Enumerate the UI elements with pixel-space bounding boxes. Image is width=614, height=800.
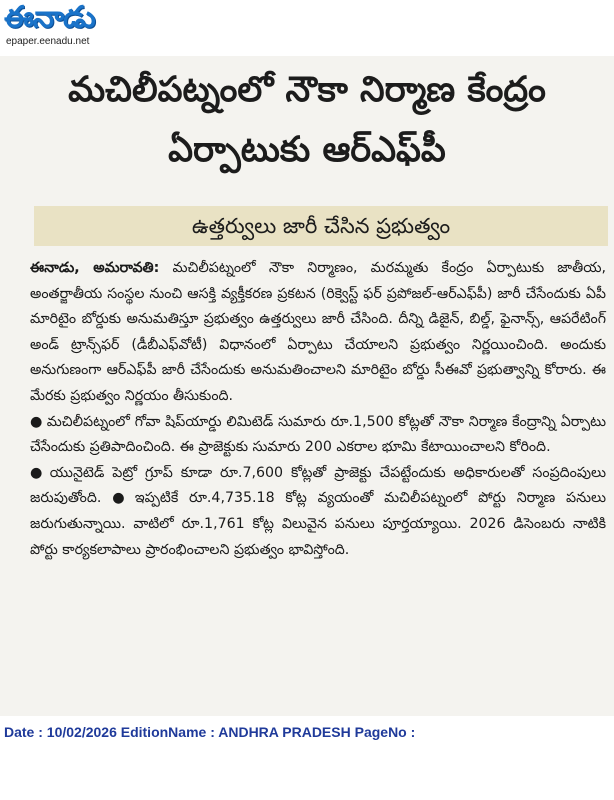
article-subheadline: ఉత్తర్వులు జారీ చేసిన ప్రభుత్వం <box>191 214 451 238</box>
bullet-icon: ● <box>30 413 43 430</box>
bullet-icon: ● <box>30 464 46 481</box>
logo-url: epaper.eenadu.net <box>6 36 90 47</box>
eenadu-logo <box>4 2 134 54</box>
paragraph-3a-text: యునైటెడ్ పెట్రో గ్రూప్ కూడా రూ.7,600 కోట్లతో ప్రాజెక్టు చేపట్టేందుకు అధికారులతో సంప్రదింపులు జరుపుతోంది. <box>30 464 606 507</box>
paragraph-3b-text: ఇప్పటికే రూ.4,735.18 కోట్ల వ్యయంతో మచిలీపట్నంలో పోర్టు నిర్మాణ పనులు జరుగుతున్నాయి. వాటిలో రూ.1,761 కోట్ల విలువైన పనులు పూర్తయ్యాయి. 2026 డిసెంబరు నాటికి పోర్టు కార్యకలాపాలు ప్రారంభించాలని ప్రభుత్వం భావిస్తోంది. <box>30 490 606 558</box>
paragraph-1-text: మచిలీపట్నంలో నౌకా నిర్మాణం, మరమ్మతు కేంద్రం ఏర్పాటుకు జాతీయ, అంతర్జాతీయ సంస్థల నుంచి ఆసక్తి వ్యక్తీకరణ ప్రకటన (రిక్వెస్ట్ ఫర్ ప్రపోజల్-ఆర్‌ఎఫ్‌పీ) జారీ చేసేందుకు ఏపీ మారిటైం బోర్డుకు అనుమతిస్తూ ప్రభుత్వం ఉత్తర్వులు జారీ చేసింది. దీన్ని డిజైన్, బిల్డ్, ఫైనాన్స్, ఆపరేటింగ్ అండ్ ట్రాన్స్‌ఫర్ (డీబీఎఫ్‌వోటీ) విధానంలో ఏర్పాటు చేయాలని ప్రభుత్వం నిర్ణయించింది. అందుకు అనుగుణంగా ఆర్‌ఎఫ్‌పీ జారీ చేసేందుకు అనుమతించాలని మారిటైం బోర్డు సీఈవో ప్రభుత్వాన్ని కోరారు. ఈ మేరకు ప్రభుత్వం నిర్ణయం తీసుకుంది. <box>30 260 606 404</box>
paragraph-1 <box>30 256 606 410</box>
dateline: ఈనాడు, అమరావతి: <box>30 260 160 276</box>
paragraph-2-text: మచిలీపట్నంలో గోవా షిప్‌యార్డు లిమిటెడ్ సుమారు రూ.1,500 కోట్లతో నౌకా నిర్మాణ కేంద్రాన్ని ఏర్పాటు చేసేందుకు ప్రతిపాదించింది. ఈ ప్రాజెక్టుకు సుమారు 200 ఎకరాల భూమి కేటాయించాలని కోరింది. <box>30 413 606 456</box>
article-headline: మచిలీపట్నంలో నౌకా నిర్మాణ కేంద్రం ఏర్పాటుకు ఆర్‌ఎఫ్‌పీ <box>68 70 546 170</box>
paragraph-3 <box>30 461 606 563</box>
bullet-icon: ● <box>112 490 131 507</box>
news-clipping <box>0 56 614 716</box>
paragraph-2 <box>30 410 606 461</box>
article-body <box>30 256 606 563</box>
edition-footer: Date : 10/02/2026 EditionName : ANDHRA PRADESH PageNo : <box>4 724 416 740</box>
logo-wordmark: ఈనాడు <box>4 0 95 35</box>
